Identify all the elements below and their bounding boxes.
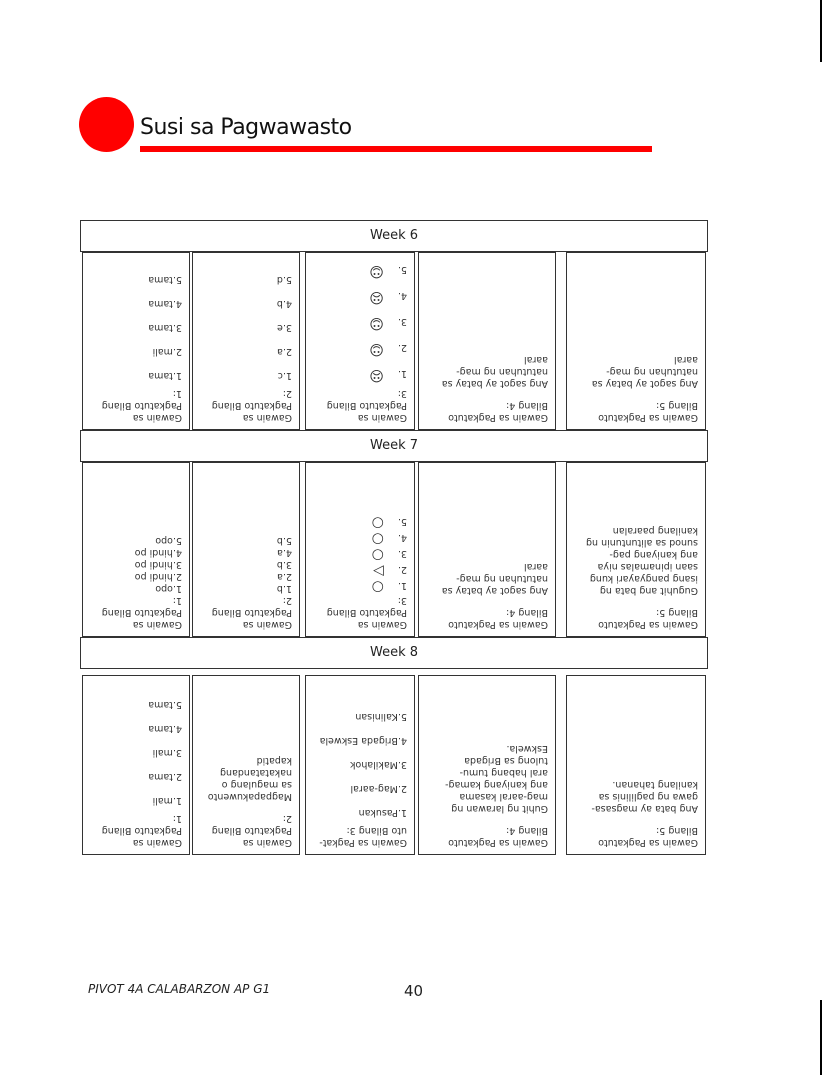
cell-heading: 2: [282, 813, 292, 824]
answer-item: 3.tama [148, 322, 182, 333]
cell-heading: 2: [282, 595, 292, 606]
cell-heading: Bilang 4: [506, 607, 548, 618]
cell-heading: Pagkatuto Bilang [326, 607, 407, 618]
shape-icon: ○ [371, 531, 384, 547]
answer-number: 2. [397, 342, 407, 353]
cell-content [306, 463, 414, 636]
cell-content [419, 463, 555, 636]
spacer [426, 814, 548, 824]
answer-number: 5. [397, 264, 407, 275]
cell-heading: Gawain sa [357, 412, 407, 423]
answer-cell [82, 675, 190, 855]
answer-text: Ang sagot ay batay sa [441, 378, 548, 389]
cell-heading: Gawain sa Pagkatuto [448, 412, 548, 423]
answer-item [313, 309, 407, 335]
answer-item: 4.tama [148, 723, 182, 734]
cell-content [193, 253, 299, 429]
answer-number: 4. [397, 532, 407, 543]
answer-item [313, 335, 407, 361]
cell-heading: Bilang 5: [656, 825, 698, 836]
answer-item: 5.tama [148, 699, 182, 710]
cell-heading: Gawain sa [132, 837, 182, 848]
answer-cell [82, 462, 190, 637]
answer-text: Guguhit ang bata ng [599, 585, 698, 596]
cell-heading: Pagkatuto Bilang [101, 400, 182, 411]
shape-icon: ▷ [373, 563, 384, 579]
cell-heading: Gawain sa [242, 412, 292, 423]
answer-item: 2.tama [148, 771, 182, 782]
cell-heading: 3: [397, 388, 407, 399]
cell-heading: Bilang 4: [506, 825, 548, 836]
answer-cell [418, 462, 556, 637]
footer-source: PIVOT 4A CALABARZON AP G1 [88, 982, 271, 996]
answer-text: kapatid [256, 755, 292, 766]
answer-number: 2. [397, 564, 407, 575]
title-underline [140, 146, 652, 152]
cell-heading: Pagkatuto Bilang [211, 825, 292, 836]
cell-content [83, 253, 189, 429]
cell-heading: Gawain sa [132, 619, 182, 630]
answer-item: 2.a [277, 346, 292, 357]
cell-heading: 1: [172, 813, 182, 824]
answer-text: natutuhan ng mag- [606, 366, 698, 377]
cell-heading: Gawain sa Pagkatuto [598, 412, 698, 423]
answer-text: aral habang tumu- [459, 767, 548, 778]
answer-text: isang pangyayari kung [589, 573, 698, 584]
answer-text: ang kaniyang kamag- [445, 779, 548, 790]
answer-item: 3.mali [152, 747, 182, 758]
answer-item [313, 578, 407, 594]
answer-item: 3.hindi po [134, 559, 182, 570]
answer-text: natutuhan ng mag- [456, 573, 548, 584]
answer-item: 4.a [277, 547, 292, 558]
answer-text: Ang sagot ay batay sa [591, 378, 698, 389]
answer-cell [192, 675, 300, 855]
answer-item: 2.a [277, 571, 292, 582]
answer-item: 3.b [276, 559, 292, 570]
face-icon: ☹ [369, 367, 384, 383]
answer-item: 5.opo [155, 535, 182, 546]
answer-cell [305, 675, 415, 855]
cell-heading: Bilang 4: [506, 400, 548, 411]
page-edge-line [820, 1000, 822, 1075]
cell-heading: 3: [397, 595, 407, 606]
answer-text: aaral [673, 354, 698, 365]
week-header: Week 8 [80, 637, 708, 669]
answer-item: 1.c [277, 370, 292, 381]
answer-cell [192, 252, 300, 430]
answer-cell [192, 462, 300, 637]
answer-item: 2.hindi po [134, 571, 182, 582]
cell-content [567, 676, 705, 854]
cell-heading: Gawain sa [242, 619, 292, 630]
cell-content [567, 253, 705, 429]
answer-text: Ang bata ay magsasa- [591, 803, 698, 814]
cell-content [83, 676, 189, 854]
cell-heading: Gawain sa Pagkatuto [598, 837, 698, 848]
page-edge-line [820, 0, 822, 62]
answer-text: aaral [523, 561, 548, 572]
cell-heading: 1: [172, 388, 182, 399]
answer-text: mag-aaral kasama [459, 791, 548, 802]
answer-item: 1.b [276, 583, 292, 594]
answer-item: 4.hindi po [134, 547, 182, 558]
answer-text: saan ipinamalas niya [597, 561, 698, 572]
answer-item: 5.b [276, 535, 292, 546]
answer-item: 3.Makilahok [349, 759, 407, 770]
answer-text: sunod sa alituntunin ng [585, 537, 698, 548]
answer-item [313, 530, 407, 546]
cell-heading: Gawain sa Pagkat- [319, 837, 407, 848]
answer-cell [566, 675, 706, 855]
answer-item [313, 361, 407, 387]
answer-cell [566, 462, 706, 637]
shape-icon: ○ [371, 547, 384, 563]
answer-number: 4. [397, 290, 407, 301]
answer-text: Magpapakuwento [207, 791, 292, 802]
answer-item: 1.Pasukan [358, 807, 407, 818]
cell-heading: Gawain sa [357, 619, 407, 630]
cell-heading: Bilang 5: [656, 607, 698, 618]
cell-content [193, 463, 299, 636]
answer-item: 1.opo [155, 583, 182, 594]
answer-item: 1.tama [148, 370, 182, 381]
answer-item [313, 257, 407, 283]
cell-content [306, 253, 414, 429]
answer-number: 5. [397, 516, 407, 527]
answer-text: Ang sagot ay batay sa [441, 585, 548, 596]
answer-text: kanilang paaralan [612, 525, 698, 536]
spacer [200, 802, 292, 812]
answer-text: nakatatandang [219, 767, 292, 778]
spacer [426, 596, 548, 606]
cell-heading: 2: [282, 388, 292, 399]
answer-item: 1.mali [152, 795, 182, 806]
cell-content [193, 676, 299, 854]
cell-heading: Pagkatuto Bilang [101, 825, 182, 836]
answer-item: 5.Kalinisan [355, 711, 407, 722]
answer-item: 4.tama [148, 298, 182, 309]
cell-heading: Gawain sa Pagkatuto [448, 619, 548, 630]
page-number: 40 [404, 982, 424, 1000]
answer-cell [305, 252, 415, 430]
red-circle-icon [79, 97, 134, 152]
cell-content [567, 463, 705, 636]
spacer [574, 596, 698, 606]
cell-heading: Gawain sa Pagkatuto [598, 619, 698, 630]
answer-item: 2.Mag-aaral [350, 783, 407, 794]
answer-item [313, 514, 407, 530]
answer-item: 2.mali [152, 346, 182, 357]
answer-item [313, 283, 407, 309]
answer-item [313, 562, 407, 578]
answer-text: Guhit ng larawan ng [451, 803, 548, 814]
answer-text: tulong sa Brigada [464, 755, 548, 766]
shape-icon: ○ [371, 515, 384, 531]
answer-number: 1. [397, 580, 407, 591]
face-icon: ☺ [369, 263, 384, 279]
answer-cell [82, 252, 190, 430]
page-title: Susi sa Pagwawasto [140, 115, 352, 140]
answer-cell [418, 252, 556, 430]
face-icon: ☹ [369, 289, 384, 305]
cell-content [419, 253, 555, 429]
answer-item [313, 546, 407, 562]
cell-heading: Pagkatuto Bilang [211, 607, 292, 618]
answer-number: 3. [397, 316, 407, 327]
spacer [574, 814, 698, 824]
cell-heading: Pagkatuto Bilang [211, 400, 292, 411]
answer-cell [418, 675, 556, 855]
answer-item: 3.e [277, 322, 292, 333]
answer-text: aaral [523, 354, 548, 365]
spacer [426, 389, 548, 399]
week-header: Week 7 [80, 430, 708, 462]
answer-item: 4.Brigada Eskwela [319, 735, 407, 746]
cell-content [419, 676, 555, 854]
answer-text: gawa ng paglilinis sa [598, 791, 698, 802]
cell-heading: Gawain sa Pagkatuto [448, 837, 548, 848]
answer-text: kanilang tahanan. [612, 779, 698, 790]
cell-heading: Pagkatuto Bilang [326, 400, 407, 411]
cell-heading: Pagkatuto Bilang [101, 607, 182, 618]
spacer [574, 389, 698, 399]
cell-content [83, 463, 189, 636]
cell-heading: 1: [172, 595, 182, 606]
answer-number: 1. [397, 368, 407, 379]
answer-item: 4.b [276, 298, 292, 309]
face-icon: ☺ [369, 341, 384, 357]
cell-heading: Bilang 5: [656, 400, 698, 411]
answer-cell [566, 252, 706, 430]
answer-text: sa magulang o [221, 779, 292, 790]
answer-item: 5.d [276, 274, 292, 285]
answer-text: Eskwela. [506, 743, 548, 754]
cell-heading: Gawain sa [132, 412, 182, 423]
week-header: Week 6 [80, 220, 708, 252]
answer-text: ang kaniyang pag- [609, 549, 698, 560]
answer-cell [305, 462, 415, 637]
cell-content [306, 676, 414, 854]
cell-heading: uto Bilang 3: [346, 825, 407, 836]
face-icon: ☺ [369, 315, 384, 331]
answer-number: 3. [397, 548, 407, 559]
shape-icon: ○ [371, 579, 384, 595]
answer-item: 5.tama [148, 274, 182, 285]
cell-heading: Gawain sa [242, 837, 292, 848]
answer-text: natutuhan ng mag- [456, 366, 548, 377]
